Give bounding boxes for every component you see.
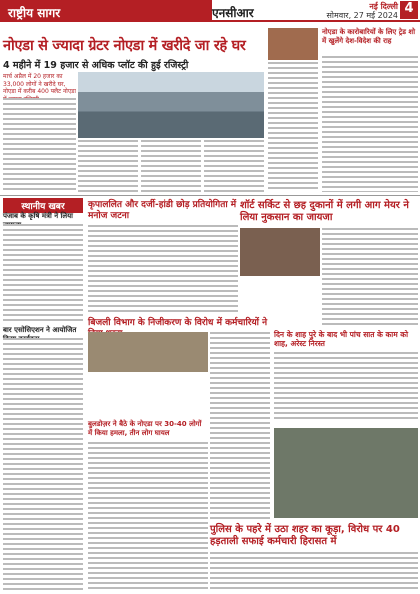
short-circuit-text bbox=[322, 228, 418, 328]
lead-text-col-1 bbox=[3, 98, 76, 193]
section-title: राष्ट्रीय सागर bbox=[0, 0, 212, 22]
page-number: 4 bbox=[400, 1, 418, 19]
lead-subheadline: 4 महीने में 19 हजार से अधिक प्लॉट की हुई रजिस्ट्री bbox=[3, 60, 189, 71]
fire-photo bbox=[240, 228, 320, 276]
region-label: एनसीआर bbox=[212, 6, 254, 20]
lead-blurb: मार्च अप्रैल में 20 हजार का 33,000 लोगों ने खरीदे घर, नोएडा में करीब 400 फ्लैट नोएडा bbox=[3, 73, 76, 95]
paper-name: नई दिल्ली bbox=[369, 2, 398, 11]
jewel-text bbox=[274, 352, 418, 422]
protest-photo bbox=[88, 332, 208, 372]
sanitation-headline: पुलिस के पहरे में उठा शहर का कूड़ा, विरोध पर 40 हड़ताली सफाई कर्मचारी हिरासत में bbox=[210, 524, 400, 547]
third-col-text bbox=[322, 56, 418, 192]
left-story-head-2: बार एसोसिएशन ने आयोजित bbox=[3, 326, 77, 334]
jewel-headline: दिन के शाह पुरे के बाद भी पांच सात के काम को शाह, अरेस्ट निरस्त bbox=[274, 330, 409, 348]
bullet-headline: बुलडोज़र ने बैठे के नोएडा पर 30-40 लोगों में किया हमला, तीन लोग घायल bbox=[88, 420, 202, 437]
electricity-headline: बिजली विभाग के निजीकरण के विरोध में कर्मचारियों ने bbox=[88, 318, 268, 328]
lead-text-col-3 bbox=[141, 140, 201, 193]
lead-headline: नोएडा से ज्यादा ग्रेटर नोएडा में खरीदे जा रहे घर bbox=[3, 38, 246, 54]
sanitation-photo bbox=[274, 428, 418, 518]
local-news-bar: स्थानीय खबर bbox=[3, 198, 83, 213]
divider bbox=[0, 195, 420, 196]
left-story-head: पंजाब के कृषि मंत्री ने लिया bbox=[3, 212, 73, 220]
bullet-text bbox=[88, 442, 208, 590]
kripal-text bbox=[88, 225, 238, 315]
date-line: सोमवार, 27 मई 2024 bbox=[326, 11, 398, 20]
electricity-text bbox=[210, 332, 270, 522]
lead-text-col-4 bbox=[204, 140, 264, 193]
lead-text-col-2 bbox=[78, 140, 138, 193]
right-top-text bbox=[268, 62, 318, 192]
sanitation-text bbox=[210, 552, 418, 590]
left-col-text-2 bbox=[3, 338, 83, 590]
third-col-headline: नोएडा के कारोबारियों के लिए ट्रेड शो में खुलेंगे देश-विदेश की राह bbox=[322, 28, 416, 45]
left-col-text-1 bbox=[3, 224, 83, 324]
short-circuit-headline: शॉर्ट सर्किट से छह दुकानों में लगी आग मेयर ने लिया नुकसान का जायजा bbox=[240, 200, 409, 223]
lead-photo bbox=[78, 72, 264, 138]
right-top-photo bbox=[268, 28, 318, 60]
kripal-headline: कृपाललित और दर्जी-हांडी छोड़ प्रतियोगिता में मनोज जटना bbox=[88, 200, 237, 221]
